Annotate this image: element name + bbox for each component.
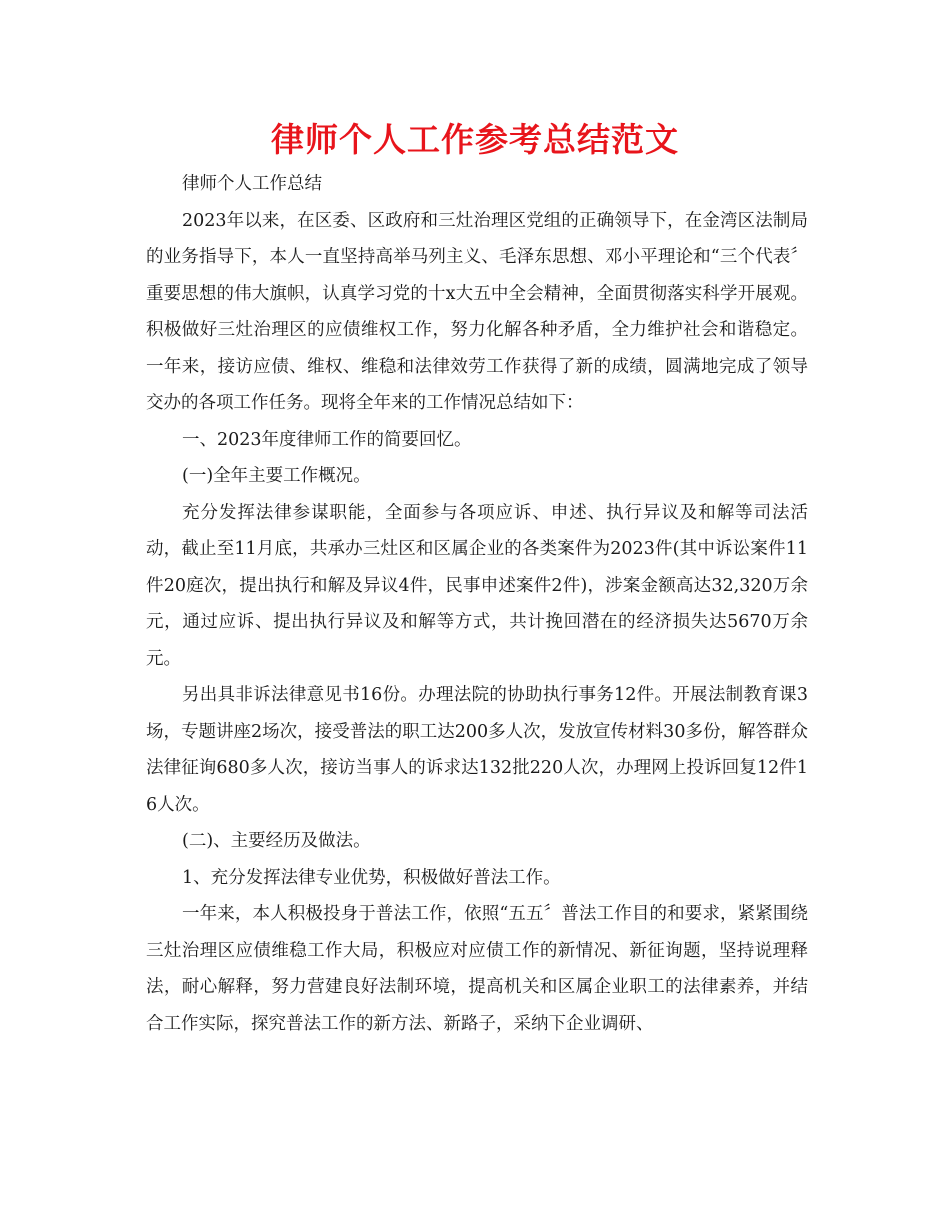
paragraph-legal-education: 一年来，本人积极投身于普法工作，依照“五五〞普法工作目的和要求，紧紧围绕三灶治理区应债维稳工作大局，积极应对应债工作的新情况、新征询题，坚持说理释法，耐心解释，努力营建良好法制环境，提高机关和区属企业职工的法律素养，并结合工作实际，探究普法工作的新方法、新路子，采纳下企业调研、: [146, 904, 808, 1034]
section-heading-review: 一、2023年度律师工作的简要回忆。: [182, 429, 472, 450]
paragraph-cases: 充分发挥法律参谋职能，全面参与各项应诉、申述、执行异议及和解等司法活动，截止至11月底，共承办三灶区和区属企业的各类案件为2023件(其中诉讼案件11件20庭次，提出执行和解及异议4件，民事申述案件2件)，涉案金额高达32,320万余元，通过应诉、提出执行异议及和解等方式，共计挽回潜在的经济损失达5670万余元。: [146, 502, 808, 669]
subsection-heading-overview: (一)全年主要工作概况。: [182, 466, 371, 486]
subsection-heading-experience: (二)、主要经历及做法。: [182, 831, 371, 851]
document-title: 律师个人工作参考总结范文: [271, 120, 679, 159]
document-body: [146, 166, 808, 1042]
paragraph-non-litigation: 另出具非诉法律意见书16份。办理法院的协助执行事务12件。开展法制教育课3场，专题讲座2场次，接受普法的职工达200多人次，发放宣传材料30多份，解答群众法律征询680多人次，接访当事人的诉求达132批220人次，办理网上投诉回复12件16人次。: [146, 685, 808, 815]
paragraph-intro: 2023年以来，在区委、区政府和三灶治理区党组的正确领导下，在金湾区法制局的业务指导下，本人一直坚持高举马列主义、毛泽东思想、邓小平理论和“三个代表〞重要思想的伟大旗帜，认真学习党的十x大五中全会精神，全面贯彻落实科学开展观。积极做好三灶治理区的应债维权工作，努力化解各种矛盾，全力维护社会和谐稳定。一年来，接访应债、维权、维稳和法律效劳工作获得了新的成绩，圆满地完成了领导交办的各项工作任务。现将全年来的工作情况总结如下：: [146, 210, 808, 413]
paragraph-subtitle: 律师个人工作总结: [182, 174, 322, 194]
item-heading-legal-education: 1、充分发挥法律专业优势，积极做好普法工作。: [182, 867, 561, 888]
